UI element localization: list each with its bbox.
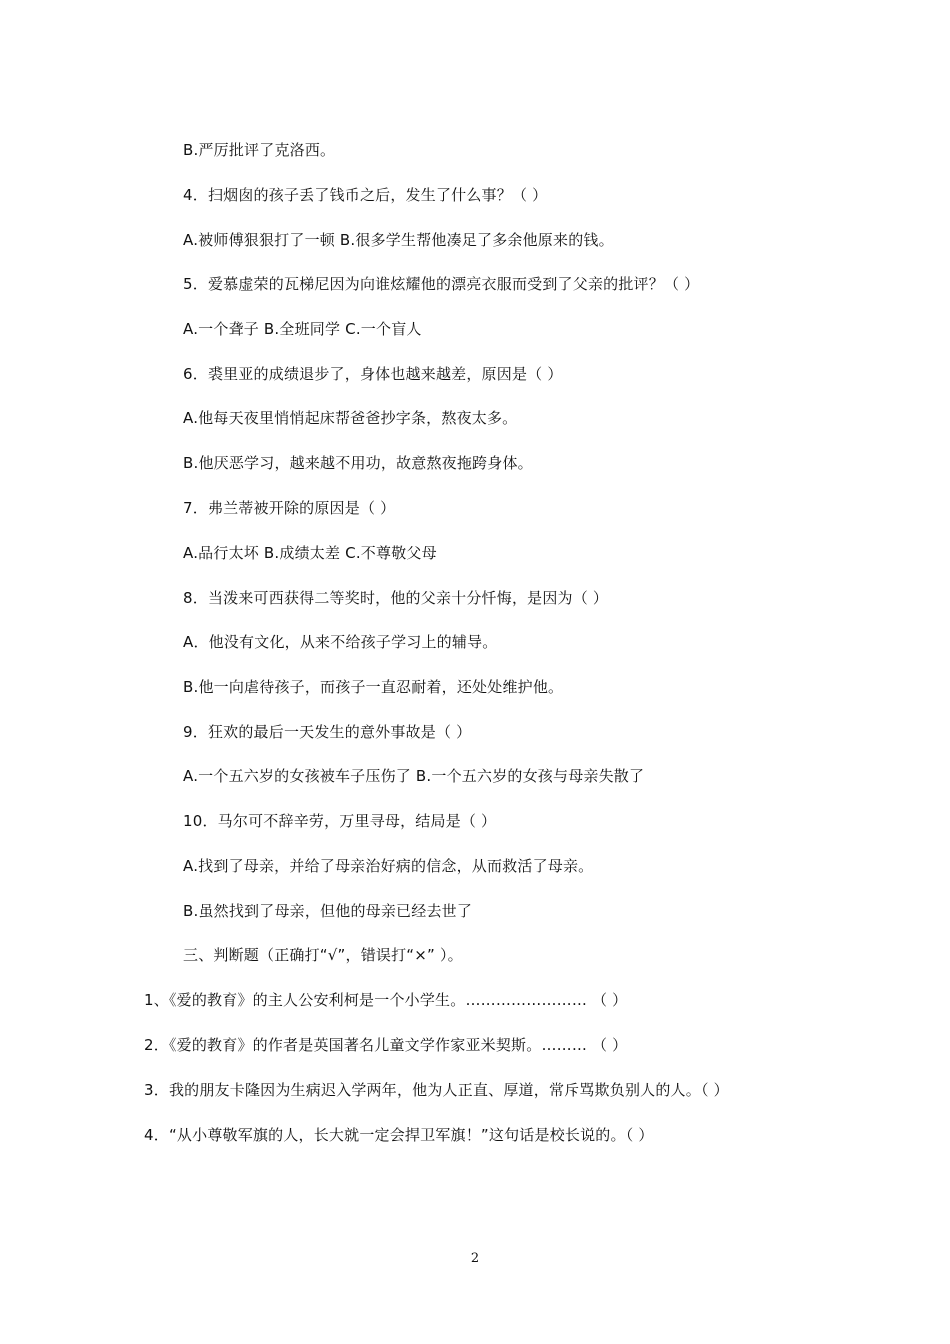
judgment-item-4: 4．“从小尊敬军旗的人，长大就一定会捍卫军旗！”这句话是校长说的。（ ） [144,1126,654,1144]
judgment-item-1: 1、《爱的教育》的主人公安利柯是一个小学生。…………………… （ ） [144,991,628,1009]
answer-option: A.一个聋子 B.全班同学 C.一个盲人 [183,320,422,338]
answer-option: B.他厌恶学习，越来越不用功，故意熬夜拖跨身体。 [183,454,533,472]
answer-option: A.品行太坏 B.成绩太差 C.不尊敬父母 [183,544,437,562]
section-heading: 三、判断题（正确打“√”，错误打“×” ）。 [183,946,463,964]
question-10: 10．马尔可不辞辛劳，万里寻母，结局是（ ） [183,812,497,830]
answer-option: A.找到了母亲，并给了母亲治好病的信念，从而救活了母亲。 [183,857,594,875]
answer-option: A．他没有文化，从来不给孩子学习上的辅导。 [183,633,498,651]
question-5: 5．爱慕虚荣的瓦梯尼因为向谁炫耀他的漂亮衣服而受到了父亲的批评？（ ） [183,275,700,293]
question-9: 9．狂欢的最后一天发生的意外事故是（ ） [183,723,472,741]
answer-option: B.他一向虐待孩子，而孩子一直忍耐着，还处处维护他。 [183,678,564,696]
answer-option: A.一个五六岁的女孩被车子压伤了 B.一个五六岁的女孩与母亲失散了 [183,767,645,785]
answer-option: B.虽然找到了母亲，但他的母亲已经去世了 [183,902,473,920]
question-6: 6．裘里亚的成绩退步了，身体也越来越差，原因是（ ） [183,365,563,383]
answer-option: B.严厉批评了克洛西。 [183,141,336,159]
judgment-item-2: 2．《爱的教育》的作者是英国著名儿童文学作家亚米契斯。……… （ ） [144,1036,628,1054]
answer-option: A.他每天夜里悄悄起床帮爸爸抄字条，熬夜太多。 [183,409,518,427]
page-number: 2 [470,1251,480,1266]
question-4: 4．扫烟囱的孩子丢了钱币之后，发生了什么事？（ ） [183,186,548,204]
judgment-item-3: 3．我的朋友卡隆因为生病迟入学两年，他为人正直、厚道，常斥骂欺负别人的人。（ ） [144,1081,729,1099]
question-8: 8．当泼来可西获得二等奖时，他的父亲十分忏悔，是因为（ ） [183,589,609,607]
question-7: 7．弗兰蒂被开除的原因是（ ） [183,499,396,517]
answer-option: A.被师傅狠狠打了一顿 B.很多学生帮他凑足了多余他原来的钱。 [183,231,614,249]
